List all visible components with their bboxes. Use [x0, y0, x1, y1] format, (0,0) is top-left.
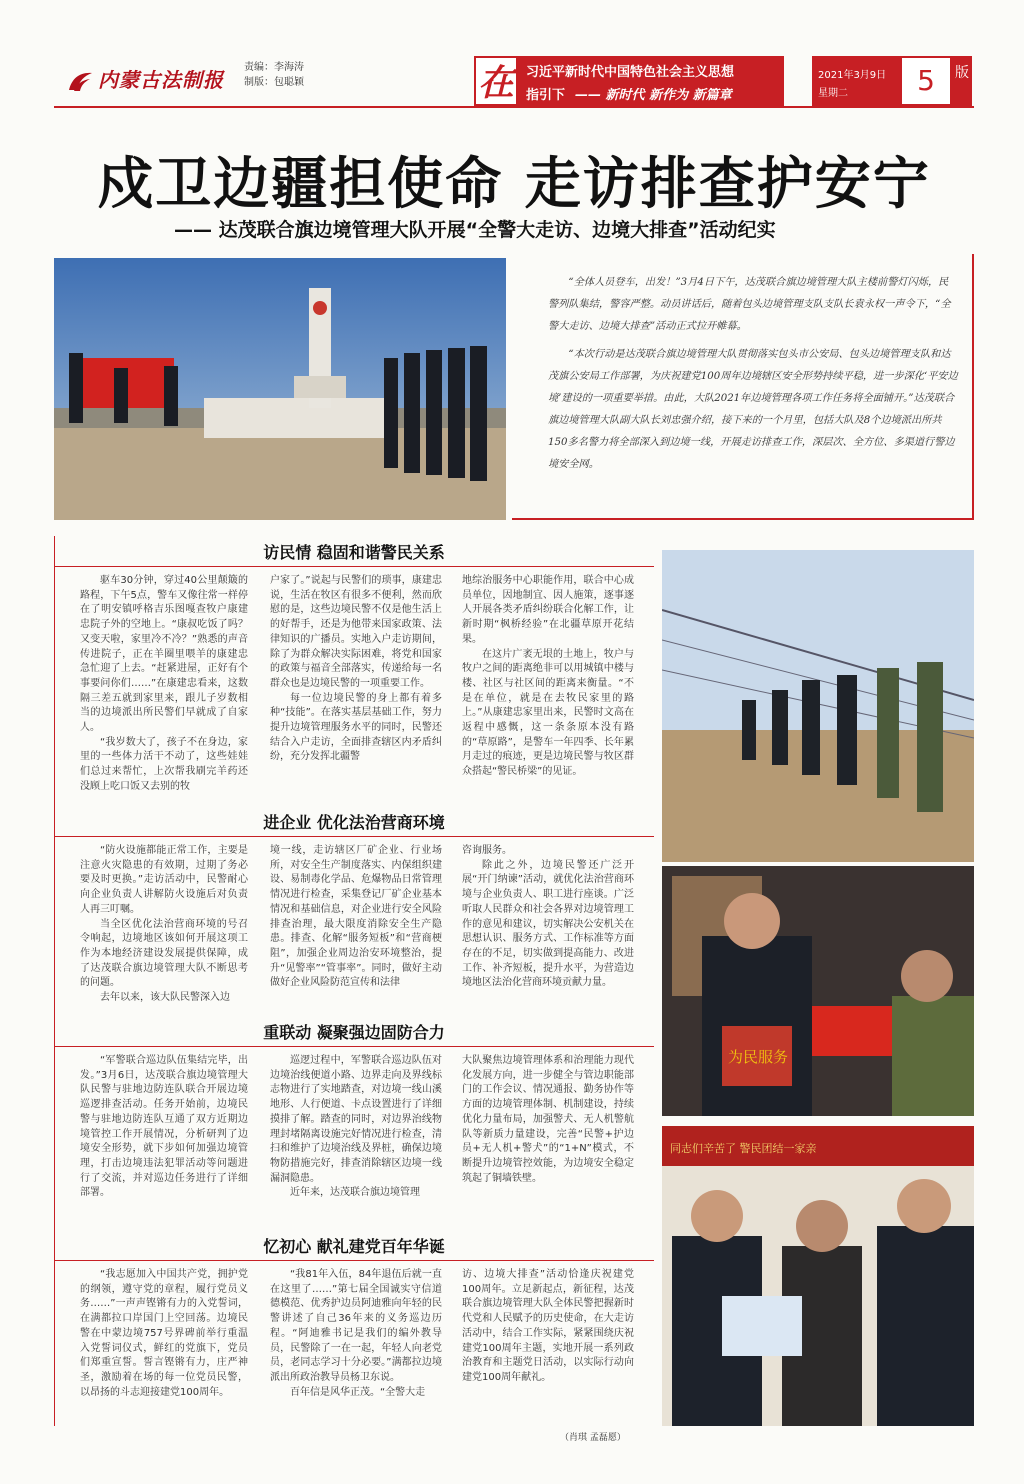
column-banner: [474, 56, 784, 106]
article-column: [80, 844, 248, 1006]
issue-date-box: [812, 56, 900, 106]
article-paragraph: 访、边境大排查”活动恰逢庆祝建党100周年。立足新起点，新征程，达茂联合旗边境管理大队全体民警把握新时代党和人民赋予的历史使命，在大走访活动中，结合工作实际，紧紧围绕庆祝建党100周年主题，实地开展一系列政治教育和主题党日活动，以实际行动向建党100周年献礼。: [462, 1269, 634, 1383]
editor-credits: [244, 60, 304, 90]
article-column: [270, 1268, 442, 1400]
article-paragraph: 户家了。”说起与民警们的琐事，康建忠说，生活在牧区有很多不便利，然而欣慰的是，这些边境民警不仅是他生活上的好帮手，还是为他带来国家政策、法律知识的广播员。实地入户走访期间，除了为群众解决实际困难，将党和国家的政策与福音全部落实，传递给每一名群众也是边境民警的一项重要工作。: [270, 575, 442, 689]
article-paragraph: “防火设施都能正常工作，主要是注意火灾隐患的有效期，过期了务必要及时更换。”走访活动中，民警耐心向企业负责人讲解防火设施后对负责人再三叮嘱。: [80, 845, 248, 915]
article-column: [462, 1268, 634, 1386]
section-rule: [54, 1260, 654, 1261]
paper-name: 内蒙古法制报: [98, 68, 224, 92]
header-rule: [54, 106, 974, 108]
article-paragraph: 巡逻过程中，军警联合巡边队伍对边境治线便道小路、边界走向及界线标志物进行了实地踏查，对边境一线山溪地形、人行便道、卡点设置进行了详细摸排了解。踏查的同时，对边界治线物理封堵隔离设施完好情况进行检查，清扫和维护了边境治线及界桩，确保边境物防措施完好，排查消除辖区边境一线漏洞隐患。: [270, 1055, 442, 1184]
article-column: [462, 574, 634, 780]
article-column: [270, 574, 442, 765]
article-paragraph: 境一线，走访辖区厂矿企业、行业场所，对安全生产制度落实、内保组织建设、易制毒化学品、危爆物品日常管理情况进行检查，采集登记厂矿企业基本情况和基础信息，对企业进行安全风险排查治理，最大限度消除安全生产隐患。排查、化解“服务短板”和“营商梗阻”，加强企业周边治安环境整治，提升“见警率”“管事率”。同时，做好主动做好企业风险防范宣传和法律: [270, 845, 442, 989]
section-rule: [54, 1046, 654, 1047]
article-column: [270, 844, 442, 991]
photo-flag-handover: [662, 866, 974, 1116]
article-paragraph: 除此之外，边境民警还广泛开展“开门纳谏”活动，就优化法治营商环境与企业负责人、职工进行座谈。广泛听取人民群众和社会各界对边境管理工作的意见和建议，切实解决公安机关在思想认识、服务方式、工作标准等方面存在的不足，切实做到提高能力、改进工作、补齐短板，提升水平，为营造边境地区法治化营商环境贡献力量。: [462, 859, 634, 989]
banner-line1: 习近平新时代中国特色社会主义思想: [526, 65, 735, 80]
banner-line2-a: 指引下: [526, 88, 566, 103]
logo-emblem-icon: [66, 70, 94, 94]
sub-headline: —— 达茂联合旗边境管理大队开展“全警大走访、边境大排查”活动纪实: [174, 219, 776, 241]
article-paragraph: “军警联合巡边队伍集结完毕，出发。”3月6日，达茂联合旗边境管理大队民警与驻地边防连队联合开展边境巡逻排查活动。任务开始前，边境民警与驻地边防连队互通了双方近期边境管控工作开展情况，分析研判了边境安全形势，就下步如何加强边境管理，打击边境违法犯罪活动等问题进行了交流，并对巡边任务进行了详细部署。: [80, 1055, 248, 1199]
page-number-box: [900, 56, 972, 106]
issue-date: 2021年3月9日: [818, 70, 887, 81]
photo-border-monument: [54, 258, 506, 520]
article-paragraph: 大队聚焦边境管理体系和治理能力现代化发展方向，进一步健全与管边职能部门的工作会议、情况通报、勤务协作等方面的边境管理体制、机制建设，持续优化力量布局，加强警犬、无人机警航队等新质力量建设，完善“民警+护边员+无人机+警犬”的“1+N”模式，不断提升边境管控效能，为边境安全稳定筑起了铜墙铁壁。: [462, 1055, 634, 1184]
article-paragraph: 每一位边境民警的身上都有着多种“技能”。在落实基层基础工作，努力提升边境管理服务水平的同时，民警还结合入户走访，全面排查辖区内矛盾纠纷，充分发挥北疆警: [270, 692, 442, 763]
article-paragraph: 在这片广袤无垠的土地上，牧户与牧户之间的距离绝非可以用城镇中楼与楼、社区与社区间的距离来衡量。“不是在单位，就是在去牧民家里的路上。”从康建忠家里出来，民警时文高在返程中感慨，这一条条原本没有路的“草原路”，是警车一年四季、长年累月走过的痕迹，更是边境民警与牧区群众搭起“警民桥梁”的见证。: [462, 648, 634, 778]
main-headline: 戍卫边疆担使命 走访排查护安宁: [97, 151, 931, 217]
section-title: 忆初心 献礼建党百年华诞: [263, 1237, 445, 1256]
author-byline: （肖琪 孟磊愿）: [560, 1433, 626, 1443]
article-column: [462, 844, 634, 991]
editor-name: 责编：李海涛: [244, 62, 304, 73]
article-column: [462, 1054, 634, 1186]
article-column: [80, 1268, 248, 1400]
section-title: 重联动 凝聚强边固防合力: [263, 1023, 445, 1042]
armband-text: 为民服务: [728, 1048, 789, 1066]
issue-weekday: 星期二: [818, 88, 848, 99]
photo-veteran-visit: [662, 1126, 974, 1426]
article-paragraph: 地综治服务中心职能作用，联合中心成员单位，因地制宜、因人施策，逐事逐人开展各类矛盾纠纷联合化解工作，让新时期“枫桥经验”在北疆草原开花结果。: [462, 575, 634, 645]
section-rule: [54, 566, 654, 567]
article-paragraph: 近年来，达茂联合旗边境管理: [290, 1187, 420, 1199]
article-column: [80, 1054, 248, 1201]
article-paragraph: “我岁数大了，孩子不在身边，家里的一些体力活干不动了，这些娃娃们总过来帮忙，上次帮我刷完羊药还没顾上吃口饭又去别的牧: [80, 736, 248, 792]
banner-line2-b: —— 新时代 新作为 新篇章: [575, 88, 732, 103]
article-paragraph: “我志愿加入中国共产党，拥护党的纲领，遵守党的章程，履行党员义务……”一声声铿锵有力的入党誓词，在满都拉口岸国门上空回荡。边境民警在中蒙边境757号界碑前举行重温入党誓词仪式，鲜红的党旗下，党员们郑重宣誓。誓言铿锵有力，庄严神圣，激励着在场的每一位党员民警，以昂扬的斗志迎接建党100周年。: [80, 1269, 248, 1398]
intro-box: [512, 254, 974, 520]
intro-paragraph: “全体人员登车，出发！”3月4日下午，达茂联合旗边境管理大队主楼前警灯闪烁，民警列队集结，警容严整。动员讲话后，随着包头边境管理支队支队长袁永权一声令下，“全警大走访、边境大排查”活动正式拉开帷幕。: [548, 277, 951, 332]
page-number: 5: [900, 56, 952, 106]
article-paragraph: 百年信是风华正茂。“全警大走: [290, 1386, 426, 1398]
article-column: [270, 1054, 442, 1201]
section-title: 进企业 优化法治营商环境: [263, 813, 445, 832]
article-column: [80, 574, 248, 795]
photo-patrol-fence: [662, 550, 974, 862]
page-ban-label: 版: [952, 56, 972, 106]
intro-paragraph: “本次行动是达茂联合旗边境管理大队贯彻落实包头市公安局、包头边境管理支队和达茂旗公安局工作部署，为庆祝建党100周年边境辖区安全形势持续平稳，进一步深化‘平安边境’建设的一项重要举措。由此，大队2021年边境管理各项工作任务将全面铺开。”达茂联合旗边境管理大队副大队长刘忠强介绍，接下来的一个月里，包括大队及8个边境派出所共150多名警力将全部深入到边境一线，开展走访排查工作，深层次、全方位、多渠道行警边境安全网。: [548, 349, 958, 470]
article-paragraph: 去年以来，该大队民警深入边: [100, 992, 230, 1004]
section-rule: [54, 836, 654, 837]
layout-name: 制版：包聪颖: [244, 77, 304, 88]
banner-zai: 在: [474, 56, 518, 106]
article-frame-rule: [54, 536, 55, 1426]
article-paragraph: “我81年入伍，84年退伍后就一直在这里了……”第七届全国诚实守信道德模范、优秀护边员阿迪雅向年轻的民警讲述了自己36年来的义务巡边历程。“阿迪雅书记是我们的编外教导员，民警除了一在一起，年轻人向老党员，老同志学习十分必要。”满都拉边境派出所政治教导员杨卫东说。: [270, 1269, 442, 1383]
banner-line2: [526, 84, 732, 103]
article-paragraph: 咨询服务。: [462, 845, 512, 856]
paper-logo: [66, 64, 224, 94]
article-paragraph: 当全区优化法治营商环境的号召令响起，边境地区该如何开展这项工作为本地经济建设发展提供保障，成了达茂联合旗边境管理大队不断思考的问题。: [80, 918, 248, 989]
article-paragraph: 驱车30分钟，穿过40公里颠簸的路程，下午5点，警车又像往常一样停在了明安镇呼格吉乐图嘎查牧户康建忠院子外的空地上。“康叔吃饭了吗？又变天啦，家里冷不冷？”熟悉的声音传进院子，正在羊圈里喂羊的康建忠急忙迎了上去。“赶紧进屋，正好有个事要问你们……”在康建忠看来，这数隔三差五就到家里来，跟儿子岁数相当的边境派出所民警们早就成了自家人。: [80, 575, 248, 734]
section-title: 访民情 稳固和谐警民关系: [263, 543, 445, 562]
photo-banner-text: 同志们辛苦了 警民团结一家亲: [670, 1142, 817, 1155]
